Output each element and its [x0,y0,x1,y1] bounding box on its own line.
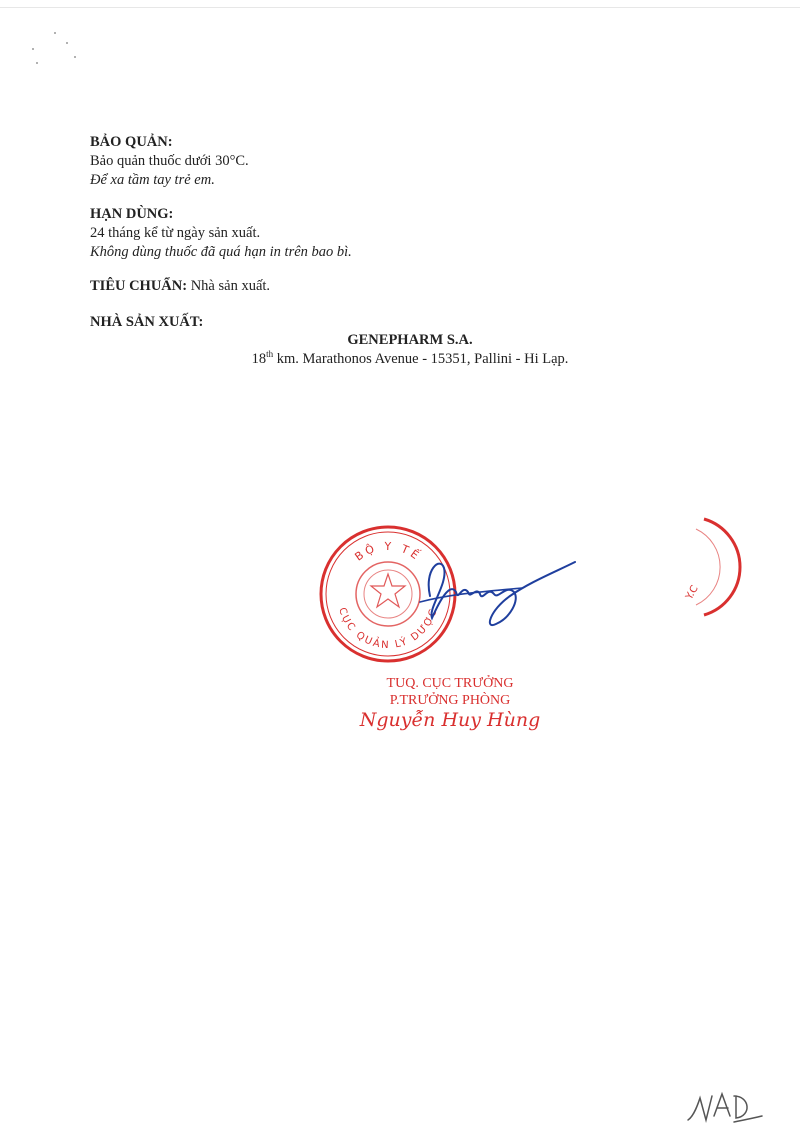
scan-specks [28,30,88,70]
handwritten-signature-icon [410,548,580,638]
standard-value: Nhà sản xuất. [190,278,271,294]
stamp-title-2: P.TRƯỞNG PHÒNG [389,693,511,708]
manufacturer-section [90,313,203,332]
page-top-edge [0,7,800,8]
expiry-line1: 24 tháng kể từ ngày sản xuất. [90,225,261,241]
manufacturer-details [220,331,600,369]
standard-section [90,277,270,296]
expiry-heading: HẠN DÙNG: [90,206,174,222]
storage-line2: Để xa tầm tay trẻ em. [90,172,215,188]
manufacturer-heading: NHÀ SẢN XUẤT: [90,314,204,330]
storage-line1: Bảo quản thuốc dưới 30°C. [90,153,249,169]
expiry-line2: Không dùng thuốc đã quá hạn in trên bao bì. [90,244,352,260]
svg-text:BỘ Y TẾ: BỘ Y TẾ [352,539,424,564]
handwritten-initials-icon [684,1086,764,1126]
standard-heading: TIÊU CHUẨN: [90,278,188,294]
expiry-section [90,205,352,262]
svg-text:Y.C: Y.C [684,583,701,602]
manufacturer-address: 18th km. Marathonos Avenue - 15351, Pallini - Hi Lạp. [251,349,569,367]
partial-seal-icon [682,515,742,625]
storage-heading: BẢO QUẢN: [90,134,173,150]
stamp-signer-name: Nguyễn Huy Hùng [359,709,541,731]
storage-section [90,133,249,190]
manufacturer-name: GENEPHARM S.A. [347,332,473,348]
svg-text:CỤC QUẢN LÝ DƯỢC: CỤC QUẢN LÝ DƯỢC [336,606,440,652]
stamp-title-1: TUQ. CỤC TRƯỞNG [386,676,514,691]
